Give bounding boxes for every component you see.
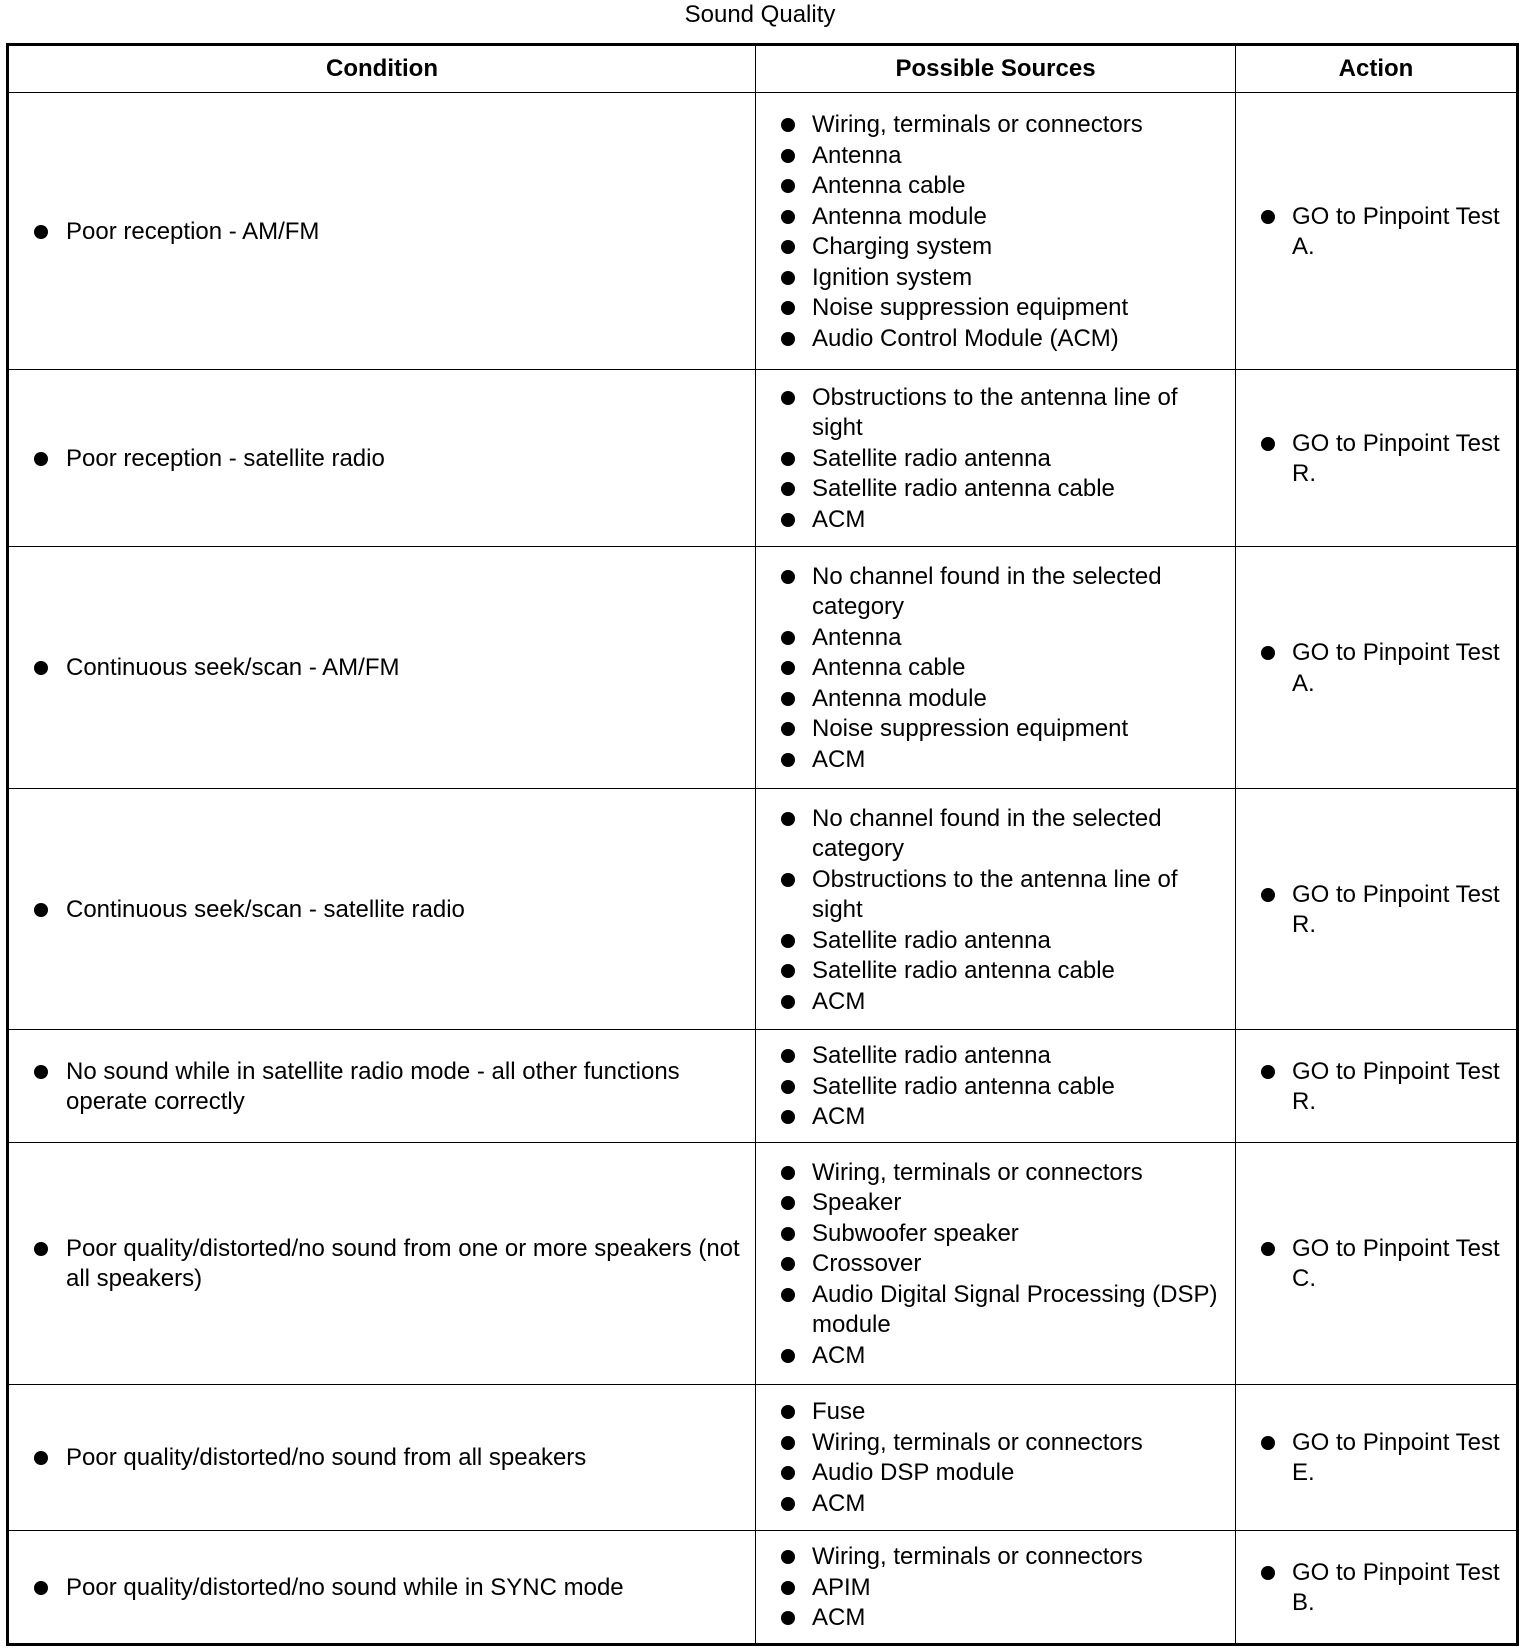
action-text: GO to Pinpoint Test A.	[1256, 638, 1506, 699]
table-caption: Sound Quality	[684, 1, 836, 28]
condition-cell	[8, 1531, 756, 1645]
table-row	[8, 1384, 1518, 1531]
source-item: Wiring, terminals or connectors	[776, 1542, 1225, 1573]
condition-cell	[8, 1030, 756, 1143]
condition-text: Continuous seek/scan - satellite radio	[29, 895, 745, 926]
source-item: Subwoofer speaker	[776, 1219, 1225, 1250]
source-item: Speaker	[776, 1188, 1225, 1219]
table-row	[8, 93, 1518, 370]
header-row	[8, 45, 1518, 93]
action-cell	[1236, 546, 1518, 789]
action-cell	[1236, 1384, 1518, 1531]
condition-text: Continuous seek/scan - AM/FM	[29, 653, 745, 684]
source-item: Wiring, terminals or connectors	[776, 1428, 1225, 1459]
action-text: GO to Pinpoint Test R.	[1256, 880, 1506, 941]
action-text: GO to Pinpoint Test B.	[1256, 1558, 1506, 1619]
header-possible-sources: Possible Sources	[756, 45, 1236, 93]
table-row	[8, 1030, 1518, 1143]
source-item: ACM	[776, 1603, 1225, 1634]
condition-cell	[8, 546, 756, 789]
possible-sources-cell	[756, 1030, 1236, 1143]
source-item: ACM	[776, 505, 1225, 536]
source-item: ACM	[776, 1489, 1225, 1520]
source-item: Antenna module	[776, 684, 1225, 715]
source-item: No channel found in the selected category	[776, 562, 1225, 623]
source-item: Satellite radio antenna cable	[776, 956, 1225, 987]
action-text: GO to Pinpoint Test R.	[1256, 429, 1506, 490]
source-item: Obstructions to the antenna line of sight	[776, 865, 1225, 926]
condition-cell	[8, 1384, 756, 1531]
possible-sources-cell	[756, 1531, 1236, 1645]
possible-sources-cell	[756, 93, 1236, 370]
condition-text: Poor quality/distorted/no sound from all speakers	[29, 1443, 745, 1474]
condition-text: Poor quality/distorted/no sound while in SYNC mode	[29, 1573, 745, 1604]
source-item: Satellite radio antenna cable	[776, 1072, 1225, 1103]
source-item: Wiring, terminals or connectors	[776, 1158, 1225, 1189]
condition-text: No sound while in satellite radio mode - all other functions operate correctly	[29, 1057, 745, 1118]
source-item: Antenna	[776, 623, 1225, 654]
symptom-table	[6, 43, 1519, 1646]
condition-text: Poor reception - AM/FM	[29, 217, 745, 248]
source-item: APIM	[776, 1573, 1225, 1604]
possible-sources-cell	[756, 546, 1236, 789]
possible-sources-cell	[756, 789, 1236, 1030]
source-item: Satellite radio antenna	[776, 926, 1225, 957]
action-cell	[1236, 93, 1518, 370]
source-item: Antenna cable	[776, 653, 1225, 684]
action-cell	[1236, 1531, 1518, 1645]
action-cell	[1236, 1143, 1518, 1384]
source-item: Audio Digital Signal Processing (DSP) module	[776, 1280, 1225, 1341]
action-cell	[1236, 370, 1518, 547]
action-text: GO to Pinpoint Test A.	[1256, 202, 1506, 263]
source-item: Antenna cable	[776, 171, 1225, 202]
source-item: ACM	[776, 1341, 1225, 1372]
source-item: No channel found in the selected category	[776, 804, 1225, 865]
condition-cell	[8, 1143, 756, 1384]
source-item: ACM	[776, 745, 1225, 776]
action-text: GO to Pinpoint Test E.	[1256, 1428, 1506, 1489]
possible-sources-cell	[756, 1143, 1236, 1384]
possible-sources-cell	[756, 370, 1236, 547]
source-item: ACM	[776, 987, 1225, 1018]
action-text: GO to Pinpoint Test R.	[1256, 1057, 1506, 1118]
source-item: Fuse	[776, 1397, 1225, 1428]
source-item: Satellite radio antenna	[776, 444, 1225, 475]
source-item: Antenna module	[776, 202, 1225, 233]
source-item: Wiring, terminals or connectors	[776, 110, 1225, 141]
action-text: GO to Pinpoint Test C.	[1256, 1234, 1506, 1295]
condition-cell	[8, 789, 756, 1030]
source-item: Audio DSP module	[776, 1458, 1225, 1489]
table-row	[8, 546, 1518, 789]
action-cell	[1236, 789, 1518, 1030]
table-row	[8, 1531, 1518, 1645]
header-condition: Condition	[8, 45, 756, 93]
condition-text: Poor quality/distorted/no sound from one or more speakers (not all speakers)	[29, 1234, 745, 1295]
source-item: Obstructions to the antenna line of sight	[776, 383, 1225, 444]
action-cell	[1236, 1030, 1518, 1143]
source-item: Antenna	[776, 141, 1225, 172]
possible-sources-cell	[756, 1384, 1236, 1531]
header-action: Action	[1236, 45, 1518, 93]
table-row	[8, 370, 1518, 547]
source-item: Crossover	[776, 1249, 1225, 1280]
table-row	[8, 1143, 1518, 1384]
source-item: Ignition system	[776, 263, 1225, 294]
source-item: Charging system	[776, 232, 1225, 263]
condition-cell	[8, 370, 756, 547]
source-item: Satellite radio antenna cable	[776, 474, 1225, 505]
source-item: Noise suppression equipment	[776, 293, 1225, 324]
source-item: Noise suppression equipment	[776, 714, 1225, 745]
table-body	[8, 93, 1518, 1645]
source-item: Satellite radio antenna	[776, 1041, 1225, 1072]
table-row	[8, 789, 1518, 1030]
source-item: ACM	[776, 1102, 1225, 1133]
condition-cell	[8, 93, 756, 370]
source-item: Audio Control Module (ACM)	[776, 324, 1225, 355]
condition-text: Poor reception - satellite radio	[29, 444, 745, 475]
